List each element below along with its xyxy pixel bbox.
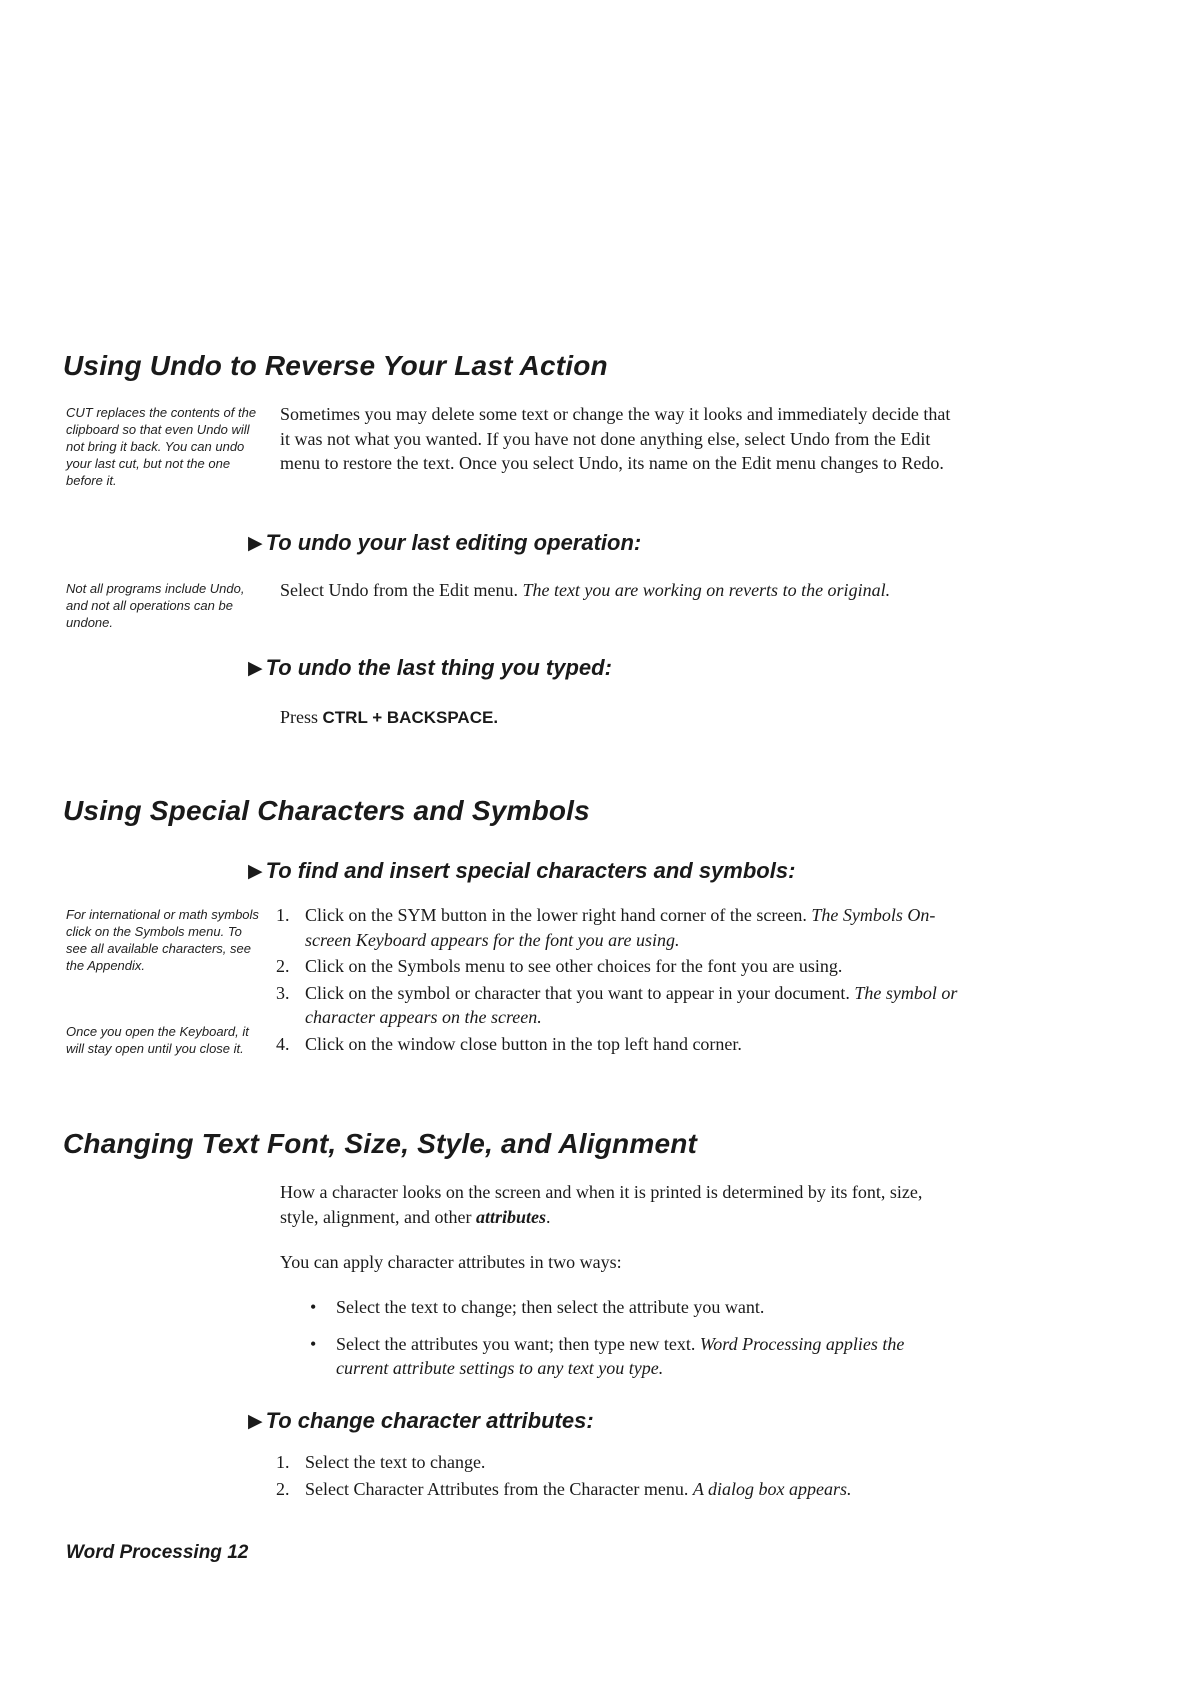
- list-item: [306, 1332, 946, 1381]
- subheading-text: To find and insert special characters and symbols:: [265, 858, 796, 883]
- intro-end: .: [545, 1206, 551, 1227]
- step-number: 2.: [276, 1478, 290, 1499]
- sidenote-not-all-programs: Not all programs include Undo, and not all operations can be undone.: [66, 581, 245, 630]
- step-text: Select the text to change.: [305, 1452, 486, 1472]
- heading-using-undo: Using Undo to Reverse Your Last Action: [63, 350, 608, 381]
- step-text: Click on the window close button in the top left hand corner.: [305, 1033, 742, 1054]
- key-combo: CTRL + BACKSPACE.: [322, 708, 499, 727]
- list-item: [276, 981, 966, 1030]
- intro-text: How a character looks on the screen and when it is printed is determined by its font, size, style, alignment, and other: [280, 1182, 923, 1227]
- two-ways-paragraph: You can apply character attributes in two ways:: [280, 1252, 622, 1272]
- bullet-text: Select the attributes you want; then type new text.: [336, 1333, 696, 1354]
- sidenote-international-symbols: For international or math symbols click on the Symbols menu. To see all available characters, see the Appendix.: [66, 907, 259, 973]
- step-text: Click on the Symbols menu to see other choices for the font you are using.: [305, 956, 843, 976]
- list-item: [276, 903, 966, 952]
- list-item: [276, 1450, 966, 1475]
- instruction-text: Select Undo from the Edit menu.: [280, 580, 518, 600]
- instruction-result: The text you are working on reverts to the original.: [522, 580, 891, 600]
- symbols-steps-list: [276, 903, 966, 1058]
- undo-edit-instruction: [280, 578, 960, 603]
- step-number: 3.: [276, 982, 290, 1003]
- subheading-undo-last-edit: [248, 530, 641, 556]
- page-footer: [66, 1542, 248, 1564]
- subheading-change-attributes: [248, 1408, 594, 1434]
- page-number: 12: [227, 1542, 249, 1563]
- triangle-arrow-icon: ▶: [248, 860, 263, 882]
- attributes-steps-list: [276, 1450, 966, 1503]
- step-text: Select Character Attributes from the Character menu.: [305, 1478, 689, 1499]
- list-item: [276, 954, 966, 979]
- attribute-ways-list: [306, 1295, 946, 1393]
- bullet-text: Select the text to change; then select the attribute you want.: [336, 1297, 765, 1317]
- step-number: 2.: [276, 956, 290, 976]
- subheading-text: To undo your last editing operation:: [265, 530, 642, 555]
- bullet-icon: •: [310, 1297, 317, 1317]
- undo-typed-instruction: [280, 705, 960, 731]
- sidenote-cut-clipboard: CUT replaces the contents of the clipboard so that even Undo will not bring it back. You can undo your last cut, but not the one before it.: [66, 405, 257, 488]
- step-number: 4.: [276, 1033, 290, 1054]
- list-item: [276, 1477, 966, 1502]
- subheading-text: To undo the last thing you typed:: [265, 655, 612, 680]
- step-number: 1.: [276, 1452, 290, 1472]
- triangle-arrow-icon: ▶: [248, 657, 263, 679]
- step-number: 1.: [276, 905, 290, 925]
- subheading-text: To change character attributes:: [265, 1408, 594, 1433]
- step-result: A dialog box appears.: [692, 1478, 852, 1499]
- heading-special-characters: Using Special Characters and Symbols: [63, 795, 590, 826]
- heading-changing-text-font: Changing Text Font, Size, Style, and Alignment: [63, 1128, 698, 1159]
- triangle-arrow-icon: ▶: [248, 532, 263, 554]
- press-label: Press: [280, 707, 319, 727]
- step-result: The symbol or character appears on the screen.: [305, 982, 958, 1027]
- step-text: Click on the symbol or character that you want to appear in your document.: [305, 982, 850, 1003]
- subheading-undo-last-typed: [248, 655, 612, 681]
- bullet-result: Word Processing applies the current attribute settings to any text you type.: [336, 1333, 905, 1378]
- footer-label: Word Processing: [66, 1542, 222, 1563]
- subheading-find-insert-symbols: [248, 858, 795, 884]
- bullet-icon: •: [310, 1333, 317, 1354]
- sidenote-keyboard-stays-open: Once you open the Keyboard, it will stay open until you close it.: [66, 1024, 249, 1056]
- list-item: [306, 1295, 946, 1320]
- triangle-arrow-icon: ▶: [248, 1410, 263, 1432]
- step-text: Click on the SYM button in the lower right hand corner of the screen.: [305, 905, 807, 925]
- attributes-term: attributes: [475, 1206, 546, 1227]
- font-intro-paragraph: [280, 1180, 960, 1229]
- step-result: The Symbols On-screen Keyboard appears for the font you are using.: [305, 905, 936, 950]
- list-item: [276, 1032, 966, 1057]
- undo-intro-paragraph: Sometimes you may delete some text or change the way it looks and immediately decide that it was not what you wanted. If you have not done anything else, select Undo from the Edit menu to restore the text. Once you select Undo, its name on the Edit menu changes to Redo.: [280, 404, 951, 473]
